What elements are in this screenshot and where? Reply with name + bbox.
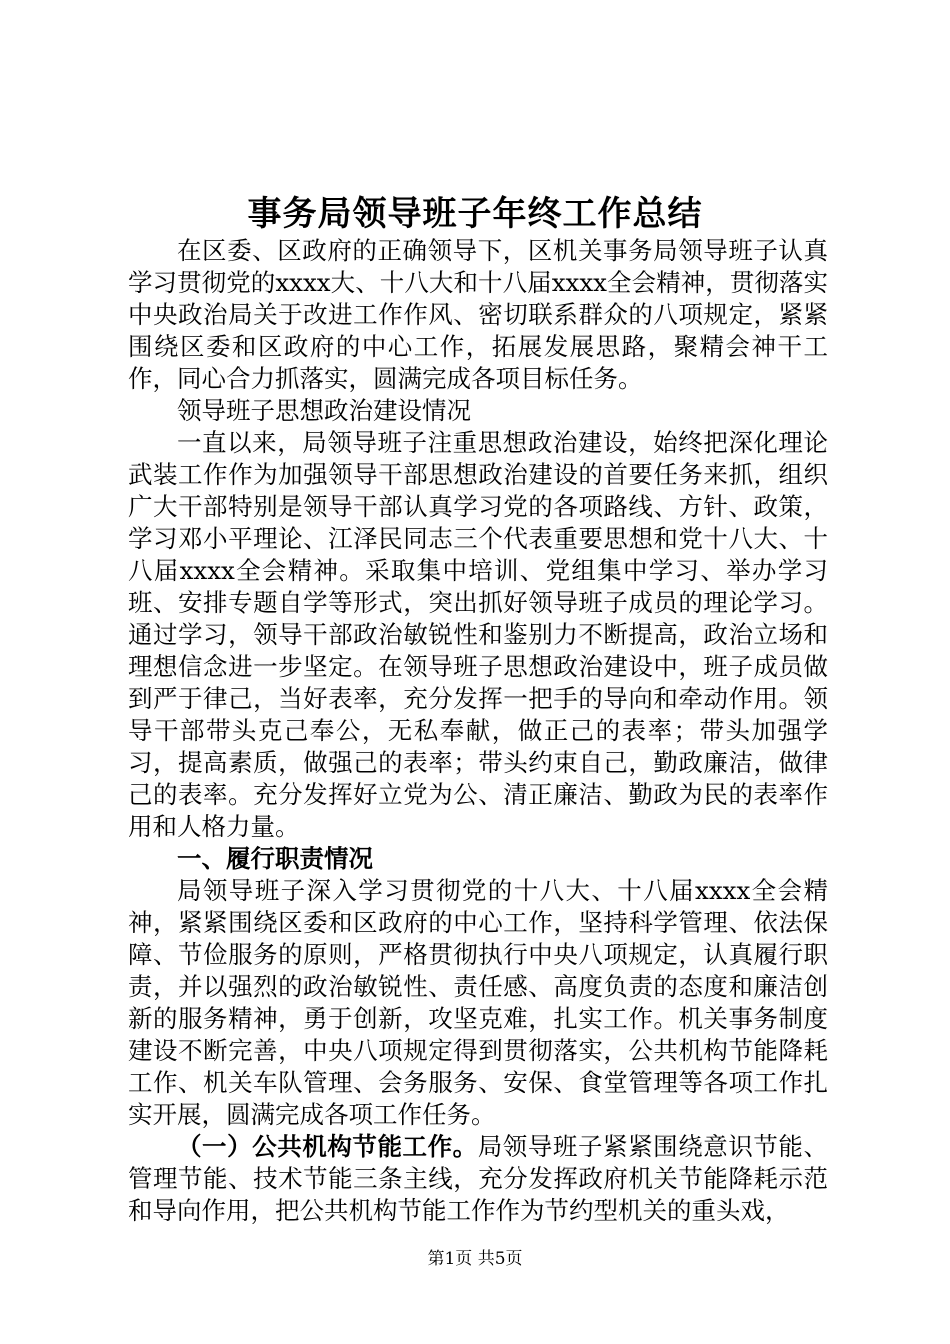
energy-saving-heading: （一）公共机构节能工作。 (177, 1132, 478, 1161)
energy-saving-text: 局领导班子紧紧围绕意识节能、管理节能、技术节能三条主线，充分发挥政府机关节能降耗示范和导向作用，把公共机构节能工作作为节约型机关的重头戏， (128, 1132, 828, 1225)
duties-paragraph: 局领导班子深入学习贯彻党的十八大、十八届xxxx全会精神，紧紧围绕区委和区政府的中心工作，坚持科学管理、依法保障、节俭服务的原则，严格贯彻执行中央八项规定，认真履行职责，并以强烈的政治敏锐性、责任感、高度负责的态度和廉洁创新的服务精神，勇于创新，攻坚克难，扎实工作。机关事务制度建设不断完善，中央八项规定得到贯彻落实，公共机构节能降耗工作、机关车队管理、会务服务、安保、食堂管理等各项工作扎实开展，圆满完成各项工作任务。 (128, 876, 828, 1129)
page-footer: 第1页 共5页 (427, 1249, 523, 1269)
document-body (128, 235, 828, 1227)
section-heading-duties: 一、履行职责情况 (177, 844, 373, 873)
document-title: 事务局领导班子年终工作总结 (247, 194, 703, 234)
political-construction-paragraph: 一直以来，局领导班子注重思想政治建设，始终把深化理论武装工作作为加强领导干部思想政治建设的首要任务来抓，组织广大干部特别是领导干部认真学习党的各项路线、方针、政策，学习邓小平理论、江泽民同志三个代表重要思想和党十八大、十八届xxxx全会精神。采取集中培训、党组集中学习、举办学习班、安排专题自学等形式，突出抓好领导班子成员的理论学习。通过学习，领导干部政治敏锐性和鉴别力不断提高，政治立场和理想信念进一步坚定。在领导班子思想政治建设中，班子成员做到严于律己，当好表率，充分发挥一把手的导向和牵动作用。领导干部带头克己奉公，无私奉献，做正己的表率；带头加强学习，提高素质，做强己的表率；带头约束自己，勤政廉洁，做律己的表率。充分发挥好立党为公、清正廉洁、勤政为民的表率作用和人格力量。 (128, 428, 828, 841)
intro-paragraph: 在区委、区政府的正确领导下，区机关事务局领导班子认真学习贯彻党的xxxx大、十八大和十八届xxxx全会精神，贯彻落实中央政治局关于改进工作作风、密切联系群众的八项规定，紧紧围绕区委和区政府的中心工作，拓展发展思路，聚精会神干工作，同心合力抓落实，圆满完成各项目标任务。 (128, 236, 828, 393)
energy-saving-paragraph (128, 1131, 828, 1227)
subheading-political-construction: 领导班子思想政治建设情况 (177, 396, 471, 425)
